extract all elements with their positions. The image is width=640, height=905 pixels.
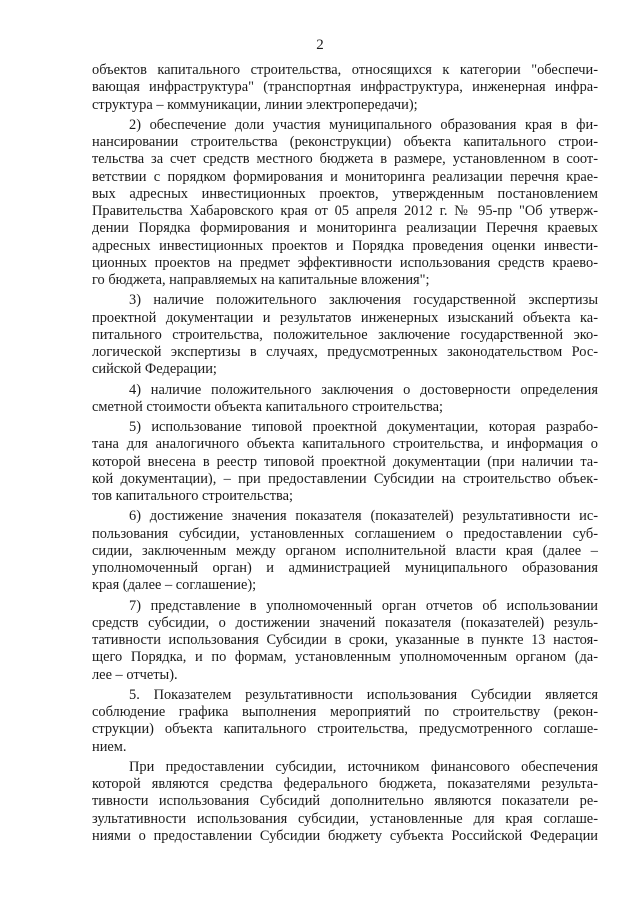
text-line: нансировании строительства (реконструкции) объекта капитального строи- — [92, 134, 598, 150]
text-line: 6) достижение значения показателя (показателей) результативности ис- — [129, 508, 598, 525]
text-line: края (далее – соглашение); — [92, 577, 257, 594]
text-line: ционных проектов на предмет эффективности использования средств краево- — [92, 254, 598, 271]
text-line: 5. Показателем результативности использования Субсидии является — [129, 686, 598, 703]
text-line: которой внесена в реестр типовой проектной документации (при наличии та- — [92, 453, 598, 470]
text-line: проектной документации и результатов инженерных изысканий объекта ка- — [92, 309, 598, 326]
text-line: структура – коммуникации, линии электропередачи); — [92, 96, 418, 113]
text-line: уполномоченный орган) и администрацией муниципального образования — [92, 560, 598, 576]
text-line: объектов капитального строительства, относящихся к категории "обеспечи- — [92, 62, 598, 78]
text-line: Правительства Хабаровского края от 05 апреля 2012 г. № 95-пр "Об утверж- — [92, 203, 598, 219]
text-line: сийской Федерации; — [92, 361, 217, 378]
text-line: кой документации), – при предоставлении Субсидии на строительство объек- — [92, 470, 598, 487]
text-line: ветствии с порядком формирования и мониторинга реализации перечня крае- — [92, 168, 598, 185]
text-line: тельства за счет средств местного бюджета в размере, установленном в соот- — [92, 151, 598, 168]
text-line: лее – отчеты). — [92, 666, 178, 683]
body-text — [92, 62, 598, 845]
text-line: тивности использования Субсидий дополнительно являются показатели ре- — [92, 793, 598, 810]
text-line: дении Порядка формирования и мониторинга реализации Перечня краевых — [92, 220, 598, 237]
text-line: пользования субсидии, установленных соглашением о предоставлении суб- — [92, 525, 598, 542]
text-line: ниями о предоставлении Субсидии бюджету субъекта Российской Федерации — [92, 827, 598, 844]
text-line: тана для аналогичного объекта капитального строительства, и информация о — [92, 436, 598, 453]
text-line: нием. — [92, 738, 127, 755]
text-line: го бюджета, направляемых на капитальные вложения"; — [92, 272, 430, 288]
text-line: зультативности использования субсидии, установленные для края соглаше- — [92, 810, 598, 827]
text-line: струкции) объекта капитального строительства, предусмотренного соглаше- — [92, 721, 598, 738]
text-line: питального строительства, положительное заключение государственной эко- — [92, 326, 598, 343]
text-line: адресных инвестиционных проектов и Порядка проведения оценки инвести- — [92, 237, 598, 254]
text-line: сидии, заключенным между органом исполнительной власти края (далее – — [92, 542, 598, 559]
text-line: сметной стоимости объекта капитального строительства; — [92, 398, 443, 415]
text-line: тов капитального строительства; — [92, 488, 294, 504]
text-line: средств субсидии, о достижении значений показателя (показателей) резуль- — [92, 614, 598, 631]
text-line: логической экспертизы в случаях, предусмотренных законодательством Рос- — [92, 344, 598, 360]
text-line: При предоставлении субсидии, источником финансового обеспечения — [129, 758, 598, 775]
text-line: вых адресных инвестиционных проектов, утвержденным постановлением — [92, 185, 598, 202]
text-line: которой являются средства федерального бюджета, показателями результа- — [92, 776, 598, 792]
text-line: 3) наличие положительного заключения государственной экспертизы — [129, 292, 598, 309]
text-line: 4) наличие положительного заключения о достоверности определения — [129, 381, 598, 398]
text-line: вающая инфраструктура" (транспортная инфраструктура, инженерная инфра- — [92, 79, 598, 96]
text-line: соблюдение графика выполнения мероприятий по строительству (рекон- — [92, 704, 598, 720]
text-line: щего Порядка, и по формам, установленным уполномоченным органом (да- — [92, 649, 598, 666]
text-line: 7) представление в уполномоченный орган отчетов об использовании — [129, 597, 598, 614]
text-line: тативности использования Субсидии в сроки, указанные в пункте 13 настоя- — [92, 632, 598, 648]
text-line: 5) использование типовой проектной документации, которая разрабо- — [129, 419, 598, 435]
page-number: 2 — [316, 37, 324, 53]
text-line: 2) обеспечение доли участия муниципального образования края в фи- — [129, 116, 598, 133]
